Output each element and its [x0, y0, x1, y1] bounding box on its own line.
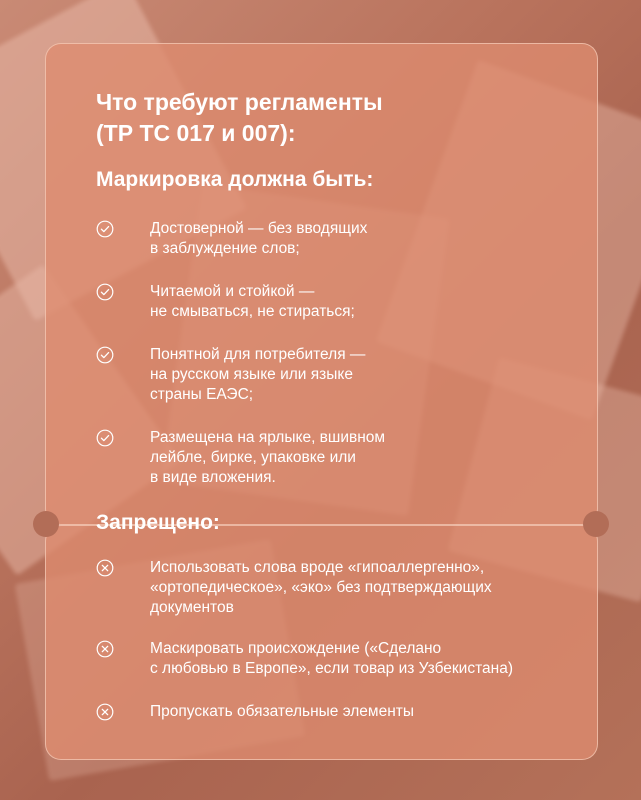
check-circle-icon: [96, 220, 114, 238]
must-item-text: Достоверной — без вводящих в заблуждение слов;: [150, 220, 368, 257]
check-circle-icon: [96, 346, 114, 364]
x-circle-icon: [96, 559, 114, 577]
check-circle-icon: [96, 429, 114, 447]
forbidden-item-text: Использовать слова вроде «гипоаллергенно», «ортопедическое», «эко» без подтверждающих документов: [150, 559, 492, 616]
must-item-text: Размещена на ярлыке, вшивном лейбле, бирке, упаковке или в виде вложения.: [150, 429, 386, 486]
x-circle-icon: [96, 703, 114, 721]
forbidden-item-text: Пропускать обязательные элементы: [150, 703, 415, 720]
must-heading: Маркировка должна быть:: [96, 168, 374, 191]
page-title: Что требуют регламенты (ТР ТС 017 и 007):: [96, 89, 383, 146]
x-circle-icon: [96, 640, 114, 658]
must-item-text: Читаемой и стойкой — не смываться, не стираться;: [150, 283, 355, 320]
check-circle-icon: [96, 283, 114, 301]
forbidden-item-text: Маскировать происхождение («Сделано с любовью в Европе», если товар из Узбекистана): [150, 640, 513, 677]
forbidden-heading: Запрещено:: [96, 511, 220, 534]
must-item-text: Понятной для потребителя — на русском языке или языке страны ЕАЭС;: [150, 346, 366, 403]
